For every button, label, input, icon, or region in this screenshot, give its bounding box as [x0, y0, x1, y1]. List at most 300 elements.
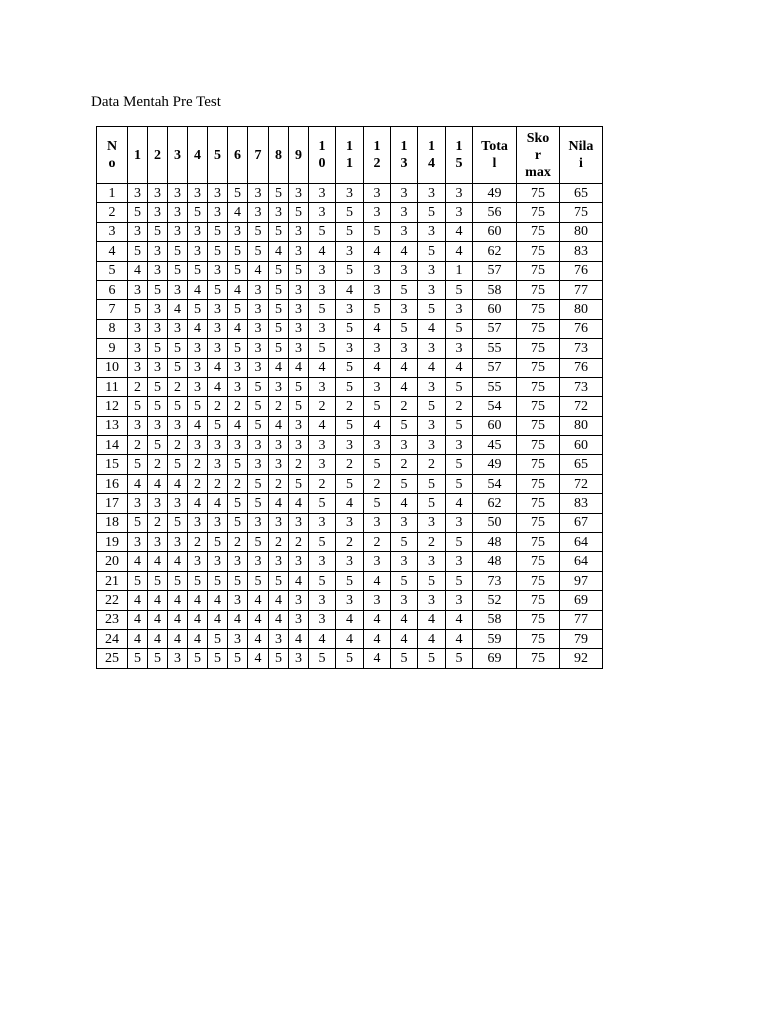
- table-cell: 6: [97, 280, 128, 299]
- table-cell: 73: [560, 339, 603, 358]
- table-cell: 2: [188, 474, 208, 493]
- table-cell: 3: [336, 242, 364, 261]
- table-cell: 5: [128, 203, 148, 222]
- table-cell: 3: [128, 222, 148, 241]
- table-cell: 5: [269, 280, 289, 299]
- table-cell: 49: [473, 184, 517, 203]
- table-cell: 3: [289, 339, 309, 358]
- table-cell: 3: [364, 513, 391, 532]
- table-cell: 3: [148, 358, 168, 377]
- table-cell: 4: [248, 649, 269, 668]
- table-cell: 3: [391, 339, 418, 358]
- column-header: 3: [168, 127, 188, 184]
- table-cell: 5: [391, 649, 418, 668]
- table-cell: 5: [418, 649, 446, 668]
- table-cell: 75: [517, 533, 560, 552]
- table-cell: 3: [168, 280, 188, 299]
- table-cell: 2: [148, 455, 168, 474]
- table-cell: 3: [128, 184, 148, 203]
- table-cell: 5: [336, 416, 364, 435]
- table-cell: 4: [364, 649, 391, 668]
- table-cell: 4: [364, 610, 391, 629]
- table-cell: 62: [473, 242, 517, 261]
- table-row: [97, 358, 603, 377]
- table-cell: 4: [269, 416, 289, 435]
- table-cell: 5: [336, 377, 364, 396]
- table-cell: 3: [446, 436, 473, 455]
- table-cell: 5: [446, 416, 473, 435]
- table-cell: 3: [446, 552, 473, 571]
- table-cell: 4: [148, 591, 168, 610]
- table-cell: 3: [309, 610, 336, 629]
- table-cell: 5: [148, 397, 168, 416]
- column-header: 1 2: [364, 127, 391, 184]
- table-cell: 3: [208, 184, 228, 203]
- table-cell: 48: [473, 552, 517, 571]
- table-cell: 5: [208, 533, 228, 552]
- table-cell: 50: [473, 513, 517, 532]
- column-header: Tota l: [473, 127, 517, 184]
- table-cell: 5: [336, 358, 364, 377]
- table-cell: 4: [228, 416, 248, 435]
- table-cell: 5: [269, 300, 289, 319]
- table-cell: 59: [473, 629, 517, 648]
- column-header: N o: [97, 127, 128, 184]
- table-cell: 4: [248, 261, 269, 280]
- table-cell: 12: [97, 397, 128, 416]
- table-cell: 5: [336, 571, 364, 590]
- table-cell: 75: [517, 222, 560, 241]
- table-cell: 5: [446, 280, 473, 299]
- table-cell: 4: [289, 494, 309, 513]
- table-cell: 2: [364, 474, 391, 493]
- table-cell: 3: [364, 184, 391, 203]
- table-cell: 4: [128, 474, 148, 493]
- table-cell: 5: [168, 339, 188, 358]
- table-cell: 5: [97, 261, 128, 280]
- column-header: 4: [188, 127, 208, 184]
- table-cell: 3: [391, 222, 418, 241]
- table-cell: 4: [148, 552, 168, 571]
- table-cell: 5: [228, 184, 248, 203]
- table-cell: 3: [269, 455, 289, 474]
- table-cell: 5: [309, 533, 336, 552]
- table-cell: 2: [336, 397, 364, 416]
- table-cell: 3: [391, 203, 418, 222]
- table-cell: 80: [560, 222, 603, 241]
- table-cell: 5: [248, 571, 269, 590]
- table-cell: 75: [517, 474, 560, 493]
- table-cell: 4: [446, 629, 473, 648]
- table-cell: 5: [168, 455, 188, 474]
- table-cell: 75: [517, 610, 560, 629]
- column-header: 9: [289, 127, 309, 184]
- table-cell: 5: [168, 397, 188, 416]
- table-cell: 4: [364, 571, 391, 590]
- table-cell: 3: [391, 513, 418, 532]
- table-cell: 24: [97, 629, 128, 648]
- table-cell: 4: [446, 358, 473, 377]
- table-cell: 3: [248, 552, 269, 571]
- table-row: [97, 242, 603, 261]
- column-header: 1 0: [309, 127, 336, 184]
- table-cell: 75: [517, 377, 560, 396]
- table-cell: 20: [97, 552, 128, 571]
- table-cell: 5: [128, 571, 148, 590]
- table-cell: 5: [228, 513, 248, 532]
- table-cell: 4: [269, 242, 289, 261]
- table-cell: 5: [418, 242, 446, 261]
- table-cell: 3: [128, 280, 148, 299]
- table-cell: 4: [188, 319, 208, 338]
- table-cell: 3: [391, 184, 418, 203]
- table-cell: 4: [188, 629, 208, 648]
- table-cell: 75: [517, 203, 560, 222]
- table-row: [97, 300, 603, 319]
- table-cell: 3: [248, 358, 269, 377]
- table-cell: 3: [188, 377, 208, 396]
- table-cell: 5: [391, 533, 418, 552]
- table-cell: 2: [208, 397, 228, 416]
- table-cell: 75: [517, 436, 560, 455]
- column-header: Nila i: [560, 127, 603, 184]
- table-row: [97, 319, 603, 338]
- table-cell: 3: [248, 203, 269, 222]
- table-cell: 3: [269, 629, 289, 648]
- table-cell: 3: [336, 513, 364, 532]
- table-cell: 5: [446, 319, 473, 338]
- table-cell: 83: [560, 242, 603, 261]
- table-cell: 3: [289, 416, 309, 435]
- table-cell: 2: [336, 533, 364, 552]
- table-cell: 5: [269, 571, 289, 590]
- table-cell: 58: [473, 280, 517, 299]
- table-cell: 65: [560, 455, 603, 474]
- table-cell: 5: [289, 377, 309, 396]
- table-cell: 5: [418, 397, 446, 416]
- table-cell: 5: [391, 571, 418, 590]
- table-cell: 8: [97, 319, 128, 338]
- table-cell: 75: [517, 571, 560, 590]
- table-cell: 5: [188, 649, 208, 668]
- table-cell: 3: [336, 436, 364, 455]
- column-header: 2: [148, 127, 168, 184]
- table-cell: 3: [418, 416, 446, 435]
- table-cell: 3: [128, 339, 148, 358]
- table-row: [97, 474, 603, 493]
- table-cell: 75: [517, 416, 560, 435]
- table-cell: 22: [97, 591, 128, 610]
- table-row: [97, 649, 603, 668]
- table-cell: 5: [248, 533, 269, 552]
- table-cell: 3: [309, 513, 336, 532]
- pretest-table: [96, 126, 603, 669]
- table-cell: 73: [473, 571, 517, 590]
- table-cell: 4: [248, 610, 269, 629]
- table-cell: 2: [228, 474, 248, 493]
- column-header: 6: [228, 127, 248, 184]
- table-cell: 3: [188, 513, 208, 532]
- table-cell: 3: [128, 358, 148, 377]
- table-cell: 3: [446, 184, 473, 203]
- table-cell: 4: [228, 280, 248, 299]
- table-cell: 5: [309, 649, 336, 668]
- table-cell: 4: [228, 203, 248, 222]
- table-cell: 75: [517, 184, 560, 203]
- table-cell: 3: [228, 358, 248, 377]
- table-cell: 2: [309, 474, 336, 493]
- table-cell: 5: [128, 300, 148, 319]
- table-cell: 3: [148, 261, 168, 280]
- table-cell: 3: [168, 494, 188, 513]
- table-cell: 3: [364, 552, 391, 571]
- table-cell: 4: [364, 242, 391, 261]
- table-cell: 4: [128, 591, 148, 610]
- table-cell: 57: [473, 261, 517, 280]
- table-cell: 5: [188, 397, 208, 416]
- column-header: 1 5: [446, 127, 473, 184]
- table-cell: 57: [473, 358, 517, 377]
- table-row: [97, 184, 603, 203]
- table-cell: 5: [269, 184, 289, 203]
- column-header: 7: [248, 127, 269, 184]
- table-cell: 14: [97, 436, 128, 455]
- table-cell: 3: [148, 533, 168, 552]
- table-cell: 3: [336, 184, 364, 203]
- table-cell: 4: [391, 629, 418, 648]
- table-cell: 3: [208, 455, 228, 474]
- table-cell: 2: [289, 455, 309, 474]
- table-cell: 4: [364, 629, 391, 648]
- table-cell: 4: [208, 494, 228, 513]
- column-header: 1 1: [336, 127, 364, 184]
- table-cell: 3: [289, 591, 309, 610]
- table-cell: 5: [309, 571, 336, 590]
- table-cell: 5: [336, 474, 364, 493]
- table-cell: 5: [128, 649, 148, 668]
- table-cell: 23: [97, 610, 128, 629]
- table-cell: 4: [188, 591, 208, 610]
- table-cell: 5: [289, 203, 309, 222]
- table-cell: 3: [208, 300, 228, 319]
- table-cell: 5: [248, 474, 269, 493]
- table-cell: 3: [128, 319, 148, 338]
- table-cell: 5: [364, 397, 391, 416]
- table-cell: 4: [168, 591, 188, 610]
- table-cell: 4: [128, 261, 148, 280]
- table-cell: 3: [148, 416, 168, 435]
- table-cell: 4: [364, 319, 391, 338]
- table-cell: 2: [168, 377, 188, 396]
- table-cell: 58: [473, 610, 517, 629]
- table-cell: 5: [148, 571, 168, 590]
- table-cell: 4: [446, 494, 473, 513]
- table-cell: 4: [208, 610, 228, 629]
- table-cell: 5: [208, 222, 228, 241]
- table-cell: 5: [364, 222, 391, 241]
- table-cell: 5: [309, 222, 336, 241]
- table-cell: 3: [228, 629, 248, 648]
- table-cell: 75: [517, 494, 560, 513]
- table-cell: 5: [168, 358, 188, 377]
- table-cell: 3: [391, 591, 418, 610]
- table-cell: 75: [517, 513, 560, 532]
- table-cell: 5: [248, 222, 269, 241]
- table-cell: 1: [446, 261, 473, 280]
- table-cell: 3: [336, 300, 364, 319]
- table-cell: 3: [248, 300, 269, 319]
- table-cell: 4: [97, 242, 128, 261]
- table-row: [97, 222, 603, 241]
- table-cell: 3: [289, 184, 309, 203]
- table-cell: 79: [560, 629, 603, 648]
- table-cell: 73: [560, 377, 603, 396]
- table-cell: 69: [473, 649, 517, 668]
- table-cell: 5: [128, 455, 148, 474]
- table-cell: 60: [473, 416, 517, 435]
- table-cell: 75: [517, 242, 560, 261]
- table-cell: 62: [473, 494, 517, 513]
- table-cell: 3: [208, 261, 228, 280]
- table-cell: 3: [168, 222, 188, 241]
- table-cell: 5: [248, 494, 269, 513]
- table-cell: 4: [168, 610, 188, 629]
- table-cell: 5: [128, 513, 148, 532]
- table-cell: 3: [188, 436, 208, 455]
- table-cell: 2: [228, 397, 248, 416]
- table-cell: 77: [560, 280, 603, 299]
- table-cell: 72: [560, 474, 603, 493]
- table-cell: 4: [269, 358, 289, 377]
- table-cell: 4: [418, 629, 446, 648]
- table-cell: 2: [364, 533, 391, 552]
- table-cell: 2: [309, 397, 336, 416]
- table-cell: 5: [248, 242, 269, 261]
- table-cell: 3: [364, 280, 391, 299]
- table-cell: 5: [446, 455, 473, 474]
- table-cell: 5: [446, 533, 473, 552]
- table-cell: 76: [560, 261, 603, 280]
- table-cell: 3: [128, 494, 148, 513]
- column-header: 8: [269, 127, 289, 184]
- column-header: Sko r max: [517, 127, 560, 184]
- table-cell: 4: [248, 591, 269, 610]
- table-cell: 60: [473, 300, 517, 319]
- table-cell: 5: [391, 319, 418, 338]
- table-cell: 4: [289, 358, 309, 377]
- table-row: [97, 203, 603, 222]
- table-cell: 3: [269, 513, 289, 532]
- table-cell: 4: [208, 358, 228, 377]
- table-cell: 3: [418, 552, 446, 571]
- table-cell: 5: [289, 397, 309, 416]
- table-cell: 75: [517, 280, 560, 299]
- table-cell: 5: [168, 513, 188, 532]
- table-cell: 5: [269, 339, 289, 358]
- table-cell: 4: [148, 474, 168, 493]
- table-cell: 17: [97, 494, 128, 513]
- table-cell: 3: [188, 242, 208, 261]
- table-cell: 15: [97, 455, 128, 474]
- table-cell: 5: [208, 649, 228, 668]
- table-cell: 3: [364, 591, 391, 610]
- table-cell: 5: [188, 261, 208, 280]
- table-cell: 3: [391, 300, 418, 319]
- table-cell: 3: [248, 436, 269, 455]
- table-cell: 2: [446, 397, 473, 416]
- table-cell: 3: [228, 552, 248, 571]
- table-cell: 4: [208, 591, 228, 610]
- table-cell: 5: [228, 242, 248, 261]
- table-cell: 83: [560, 494, 603, 513]
- table-cell: 80: [560, 416, 603, 435]
- table-cell: 3: [446, 203, 473, 222]
- table-cell: 56: [473, 203, 517, 222]
- table-cell: 5: [418, 571, 446, 590]
- table-cell: 75: [517, 455, 560, 474]
- table-cell: 3: [289, 222, 309, 241]
- table-cell: 4: [168, 552, 188, 571]
- table-cell: 76: [560, 358, 603, 377]
- table-cell: 3: [248, 280, 269, 299]
- table-cell: 2: [97, 203, 128, 222]
- table-cell: 77: [560, 610, 603, 629]
- column-header: 1 3: [391, 127, 418, 184]
- table-cell: 5: [148, 377, 168, 396]
- table-cell: 2: [391, 397, 418, 416]
- table-cell: 4: [228, 319, 248, 338]
- table-cell: 3: [269, 377, 289, 396]
- table-cell: 5: [188, 300, 208, 319]
- table-cell: 75: [517, 552, 560, 571]
- table-cell: 3: [364, 261, 391, 280]
- table-cell: 4: [148, 610, 168, 629]
- table-cell: 2: [289, 533, 309, 552]
- table-row: [97, 591, 603, 610]
- table-cell: 3: [289, 610, 309, 629]
- header-row: [97, 127, 603, 184]
- table-cell: 55: [473, 339, 517, 358]
- table-cell: 3: [418, 222, 446, 241]
- table-cell: 5: [128, 242, 148, 261]
- table-cell: 5: [188, 571, 208, 590]
- table-row: [97, 436, 603, 455]
- table-cell: 75: [560, 203, 603, 222]
- table-cell: 5: [148, 222, 168, 241]
- table-cell: 2: [418, 533, 446, 552]
- table-cell: 2: [148, 513, 168, 532]
- table-cell: 3: [418, 184, 446, 203]
- table-cell: 5: [188, 203, 208, 222]
- table-cell: 64: [560, 533, 603, 552]
- table-cell: 64: [560, 552, 603, 571]
- table-cell: 3: [446, 591, 473, 610]
- table-cell: 5: [269, 261, 289, 280]
- table-cell: 9: [97, 339, 128, 358]
- table-cell: 5: [364, 300, 391, 319]
- table-cell: 3: [391, 261, 418, 280]
- table-cell: 4: [168, 474, 188, 493]
- table-cell: 4: [336, 629, 364, 648]
- table-cell: 3: [289, 649, 309, 668]
- table-cell: 4: [128, 552, 148, 571]
- table-cell: 5: [391, 416, 418, 435]
- table-cell: 92: [560, 649, 603, 668]
- table-cell: 4: [309, 242, 336, 261]
- table-cell: 3: [446, 339, 473, 358]
- table-cell: 3: [248, 455, 269, 474]
- table-cell: 4: [309, 629, 336, 648]
